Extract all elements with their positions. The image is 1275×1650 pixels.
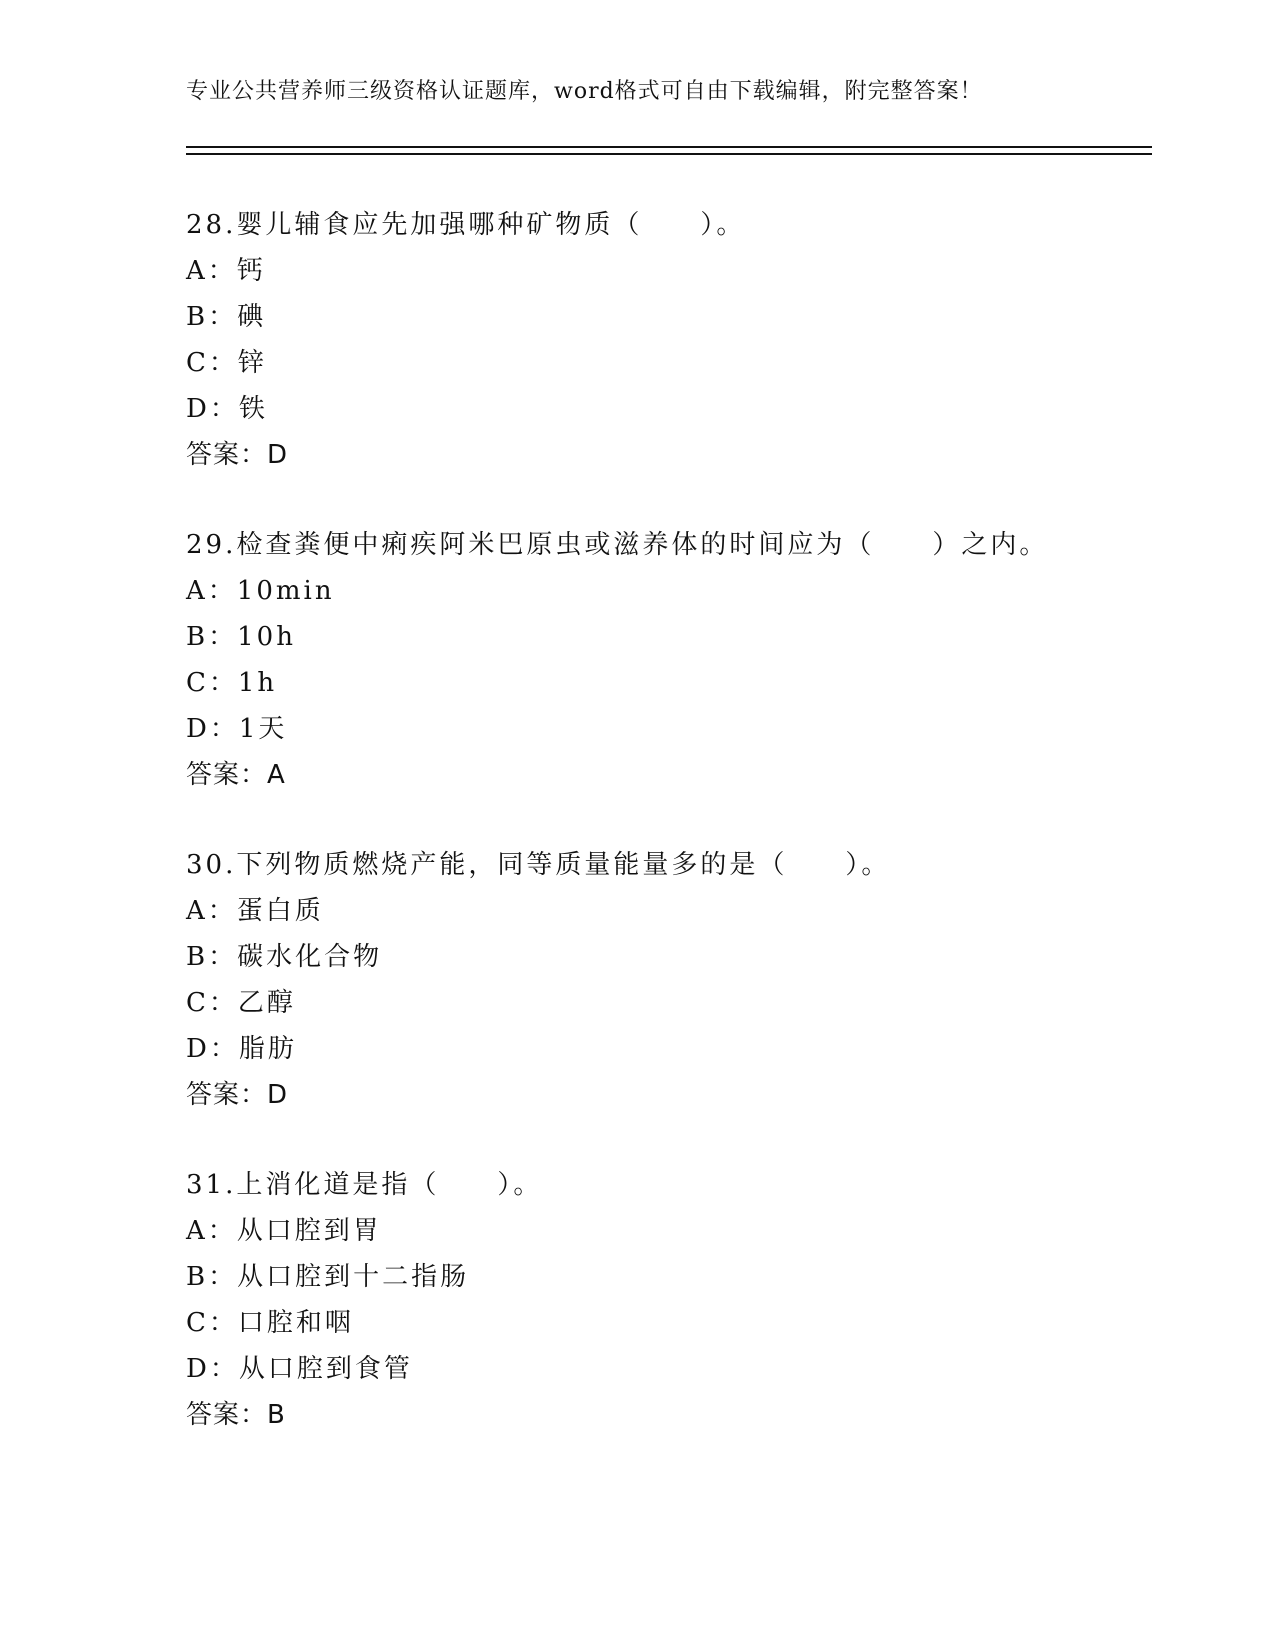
question-28 xyxy=(186,202,1146,522)
option-d: D：铁 xyxy=(186,394,268,424)
option-c: C：1h xyxy=(186,668,278,698)
answer-value: B xyxy=(267,1400,287,1430)
answer-line xyxy=(186,1072,1146,1118)
option-d: D：从口腔到食管 xyxy=(186,1354,413,1384)
question-30 xyxy=(186,842,1146,1162)
option-c: C：乙醇 xyxy=(186,988,296,1018)
answer-line xyxy=(186,1392,1146,1438)
option-b: B：碳水化合物 xyxy=(186,942,383,972)
option-b: B：从口腔到十二指肠 xyxy=(186,1262,470,1292)
answer-value: A xyxy=(267,760,287,790)
option-a: A：蛋白质 xyxy=(186,896,324,926)
question-stem: 29.检查粪便中痢疾阿米巴原虫或滋养体的时间应为（ ）之内。 xyxy=(186,530,1049,560)
option-a: A：钙 xyxy=(186,256,266,286)
question-list xyxy=(186,202,1146,1482)
page-header: 专业公共营养师三级资格认证题库，word格式可自由下载编辑，附完整答案！ xyxy=(186,79,983,104)
answer-label: 答案： xyxy=(186,1400,268,1430)
question-stem: 28.婴儿辅食应先加强哪种矿物质（ ）。 xyxy=(186,210,746,240)
answer-label: 答案： xyxy=(186,440,268,470)
option-b: B：10h xyxy=(186,622,296,652)
answer-label: 答案： xyxy=(186,1080,268,1110)
question-stem: 31.上消化道是指（ ）。 xyxy=(186,1170,543,1200)
option-b: B：碘 xyxy=(186,302,267,332)
header-double-rule xyxy=(186,146,1152,155)
answer-value: D xyxy=(267,1080,290,1110)
question-31 xyxy=(186,1162,1146,1482)
option-c: C：锌 xyxy=(186,348,267,378)
answer-value: D xyxy=(267,440,290,470)
question-stem: 30.下列物质燃烧产能，同等质量能量多的是（ ）。 xyxy=(186,850,891,880)
option-a: A：从口腔到胃 xyxy=(186,1216,382,1246)
option-d: D：脂肪 xyxy=(186,1034,297,1064)
answer-line xyxy=(186,432,1146,478)
answer-label: 答案： xyxy=(186,760,268,790)
answer-line xyxy=(186,752,1146,798)
option-a: A：10min xyxy=(186,576,335,606)
option-c: C：口腔和咽 xyxy=(186,1308,354,1338)
option-d: D：1天 xyxy=(186,714,288,744)
question-29 xyxy=(186,522,1146,842)
